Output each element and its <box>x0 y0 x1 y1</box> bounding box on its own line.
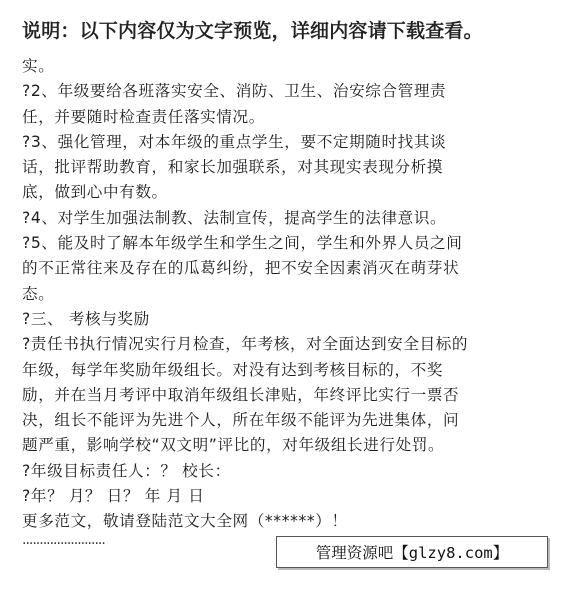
signature-line: ?年级目标责任人：？ 校长： <box>22 461 231 480</box>
text-line: 态。 <box>22 284 55 303</box>
promo-line: 更多范文，敬请登陆范文大全网（******）！ <box>22 512 348 531</box>
text-line: 实。 <box>22 57 55 75</box>
section-heading: ?三、 考核与奖励 <box>22 309 150 328</box>
text-line: 的不正常往来及存在的瓜葛纠纷，把不安全因素消灭在萌芽状 <box>22 259 460 278</box>
text-line: 决，组长不能评为先进个人，所在年级不能评为先进集体，问 <box>22 411 460 430</box>
text-line: 话，批评帮助教育，和家长加强联系，对其现实表现分析摸 <box>22 158 444 177</box>
dotted-divider: ........................ <box>22 532 105 548</box>
text-line: ?2、年级要给各班落实安全、消防、卫生、治安综合管理责 <box>22 82 447 101</box>
site-badge-link[interactable]: 管理资源吧【glzy8.com】 <box>276 536 548 568</box>
text-line: ?4、对学生加强法制教、法制宣传，提高学生的法律意识。 <box>22 208 447 227</box>
text-line: ?3、强化管理，对本年级的重点学生，要不定期随时找其谈 <box>22 132 447 151</box>
text-line: 题严重，影响学校“双文明”评比的，对年级组长进行处罚。 <box>22 436 445 455</box>
date-line: ?年？ 月？ 日？ 年 月 日 <box>22 487 205 506</box>
text-line: ?责任书执行情况实行月检查，年考核，对全面达到安全目标的 <box>22 335 469 354</box>
document-body <box>22 54 558 535</box>
text-line: 任，并要随时检查责任落实情况。 <box>22 107 265 126</box>
text-line: 年级，每学年奖励年级组长。对没有达到考核目标的，不奖 <box>22 360 444 379</box>
text-line: 底，做到心中有数。 <box>22 183 168 202</box>
text-line: 励，并在当月考评中取消年级组长津贴，年终评比实行一票否 <box>22 385 460 404</box>
text-line: ?5、能及时了解本年级学生和学生之间，学生和外界人员之间 <box>22 234 463 253</box>
preview-notice-heading: 说明：以下内容仅为文字预览，详细内容请下载查看。 <box>22 20 483 42</box>
